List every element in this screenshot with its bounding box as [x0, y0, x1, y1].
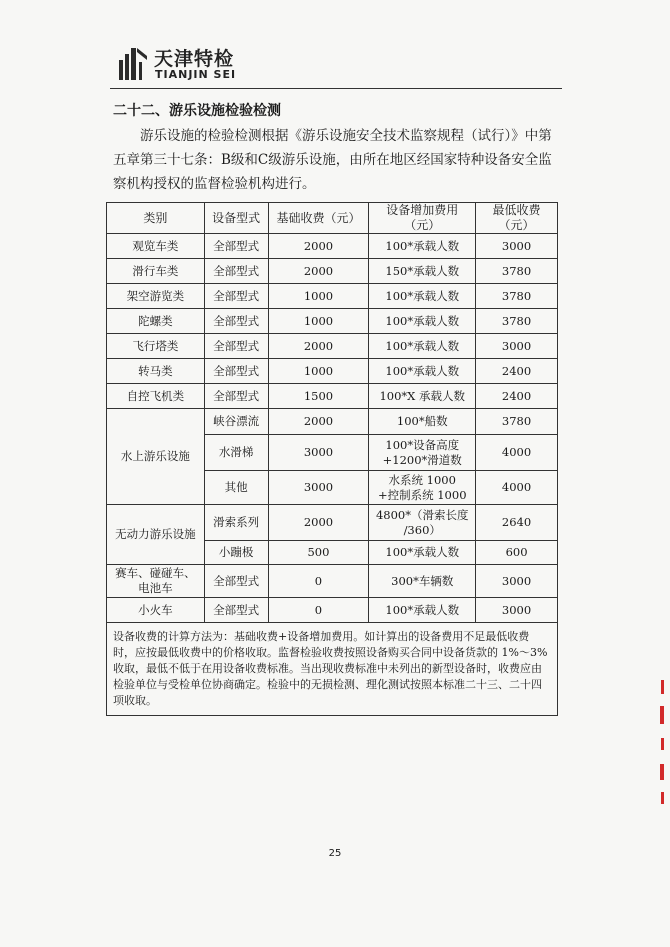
cell-min: 3780: [476, 259, 558, 284]
cell-min: 2400: [476, 384, 558, 409]
cell-extra: 100*承载人数: [369, 309, 476, 334]
company-name-en: TIANJIN SEI: [155, 68, 237, 81]
page-number: 25: [328, 848, 342, 859]
cell-base: 2000: [268, 505, 369, 541]
cell-category: 小火车: [107, 598, 205, 623]
cell-min: 3000: [476, 334, 558, 359]
header-model: 设备型式: [204, 203, 268, 234]
cell-model: 峡谷漂流: [204, 409, 268, 435]
cell-extra: 100*承载人数: [369, 598, 476, 623]
cell-model: 全部型式: [204, 284, 268, 309]
cell-category-unpowered: 无动力游乐设施: [107, 505, 205, 565]
header-divider: [110, 88, 562, 89]
company-logo-mark-icon: [118, 46, 148, 80]
cell-base: 2000: [268, 259, 369, 284]
cell-base: 0: [268, 598, 369, 623]
red-stamp-edge-icon: [660, 680, 666, 810]
table-row: [107, 234, 558, 259]
fee-table: [106, 202, 558, 716]
table-row: [107, 598, 558, 623]
cell-extra-line: 水系统 1000: [388, 472, 456, 487]
cell-min: 3780: [476, 284, 558, 309]
table-row: [107, 505, 558, 541]
cell-model: 全部型式: [204, 334, 268, 359]
cell-category-line: 赛车、碰碰车、: [115, 566, 196, 580]
cell-category: 自控飞机类: [107, 384, 205, 409]
cell-extra: 100*X 承载人数: [369, 384, 476, 409]
cell-extra-line: +控制系统 1000: [377, 487, 467, 502]
cell-model: 全部型式: [204, 234, 268, 259]
cell-category: 转马类: [107, 359, 205, 384]
table-note-row: [107, 623, 558, 716]
cell-category: [107, 565, 205, 598]
cell-extra-line: /360）: [403, 522, 441, 537]
cell-category: 陀螺类: [107, 309, 205, 334]
cell-extra: [369, 505, 476, 541]
cell-extra: [369, 435, 476, 471]
cell-min: 2640: [476, 505, 558, 541]
cell-base: 2000: [268, 409, 369, 435]
cell-model: 其他: [204, 471, 268, 505]
cell-category: 滑行车类: [107, 259, 205, 284]
cell-category: 飞行塔类: [107, 334, 205, 359]
cell-model: 小蹦极: [204, 541, 268, 565]
cell-min: 2400: [476, 359, 558, 384]
cell-model: 全部型式: [204, 259, 268, 284]
table-header-row: [107, 203, 558, 234]
cell-base: 3000: [268, 471, 369, 505]
cell-model: 全部型式: [204, 598, 268, 623]
cell-extra-line: 100*设备高度: [385, 437, 460, 452]
cell-category-line: 电池车: [138, 581, 173, 595]
cell-category: 架空游览类: [107, 284, 205, 309]
header-min-fee: 最低收费（元）: [476, 203, 558, 234]
cell-base: 500: [268, 541, 369, 565]
table-row: [107, 409, 558, 435]
section-title: 二十二、游乐设施检验检测: [113, 103, 281, 119]
cell-extra: 100*承载人数: [369, 234, 476, 259]
section-intro: 游乐设施的检验检测根据《游乐设施安全技术监察规程（试行）》中第五章第三十七条：B级和C级游乐设施，由所在地区经国家特种设备安全监察机构授权的监督检验机构进行。: [113, 128, 552, 192]
cell-extra: 100*承载人数: [369, 541, 476, 565]
cell-model: 全部型式: [204, 309, 268, 334]
cell-model: 全部型式: [204, 359, 268, 384]
cell-model: 全部型式: [204, 384, 268, 409]
table-row: [107, 259, 558, 284]
cell-min: 3780: [476, 309, 558, 334]
cell-model: 水滑梯: [204, 435, 268, 471]
header-base-fee: 基础收费（元）: [268, 203, 369, 234]
cell-extra-line: +1200*滑道数: [382, 452, 462, 467]
cell-extra-line: 4800*（滑索长度: [375, 507, 469, 522]
table-row: [107, 334, 558, 359]
cell-base: 1000: [268, 284, 369, 309]
cell-base: 2000: [268, 234, 369, 259]
cell-base: 3000: [268, 435, 369, 471]
company-name-cn: 天津特检: [154, 48, 235, 70]
cell-extra: 100*承载人数: [369, 284, 476, 309]
cell-min: 4000: [476, 435, 558, 471]
table-row: [107, 284, 558, 309]
table-row: [107, 359, 558, 384]
table-row: [107, 309, 558, 334]
cell-extra: 100*承载人数: [369, 334, 476, 359]
cell-base: 2000: [268, 334, 369, 359]
fee-note: 设备收费的计算方法为：基础收费+设备增加费用。如计算出的设备费用不足最低收费时，应按最低收费中的价格收取。监督检验收费按照设备购买合同中设备货款的 1%～3%收取，最低不低于在用设备收费标准。当出现收费标准中未列出的新型设备时，收费应由检验单位与受检单位协商确定。检验中的无损检测、理化测试按照本标准二十三、二十四项收取。: [107, 623, 558, 716]
table-row: [107, 565, 558, 598]
cell-min: 3000: [476, 598, 558, 623]
cell-base: 1000: [268, 309, 369, 334]
cell-min: 3780: [476, 409, 558, 435]
cell-extra: 150*承载人数: [369, 259, 476, 284]
cell-min: 3000: [476, 234, 558, 259]
table-row: [107, 384, 558, 409]
cell-category-water: 水上游乐设施: [107, 409, 205, 505]
cell-extra: 300*车辆数: [369, 565, 476, 598]
cell-extra: 100*船数: [369, 409, 476, 435]
cell-extra: [369, 471, 476, 505]
cell-base: 1500: [268, 384, 369, 409]
cell-model: 全部型式: [204, 565, 268, 598]
cell-min: 4000: [476, 471, 558, 505]
cell-min: 3000: [476, 565, 558, 598]
cell-extra: 100*承载人数: [369, 359, 476, 384]
cell-min: 600: [476, 541, 558, 565]
cell-model: 滑索系列: [204, 505, 268, 541]
header-category: 类别: [107, 203, 205, 234]
cell-category: 观览车类: [107, 234, 205, 259]
cell-base: 0: [268, 565, 369, 598]
company-logo: [118, 44, 278, 84]
cell-base: 1000: [268, 359, 369, 384]
header-extra-fee: 设备增加费用（元）: [369, 203, 476, 234]
